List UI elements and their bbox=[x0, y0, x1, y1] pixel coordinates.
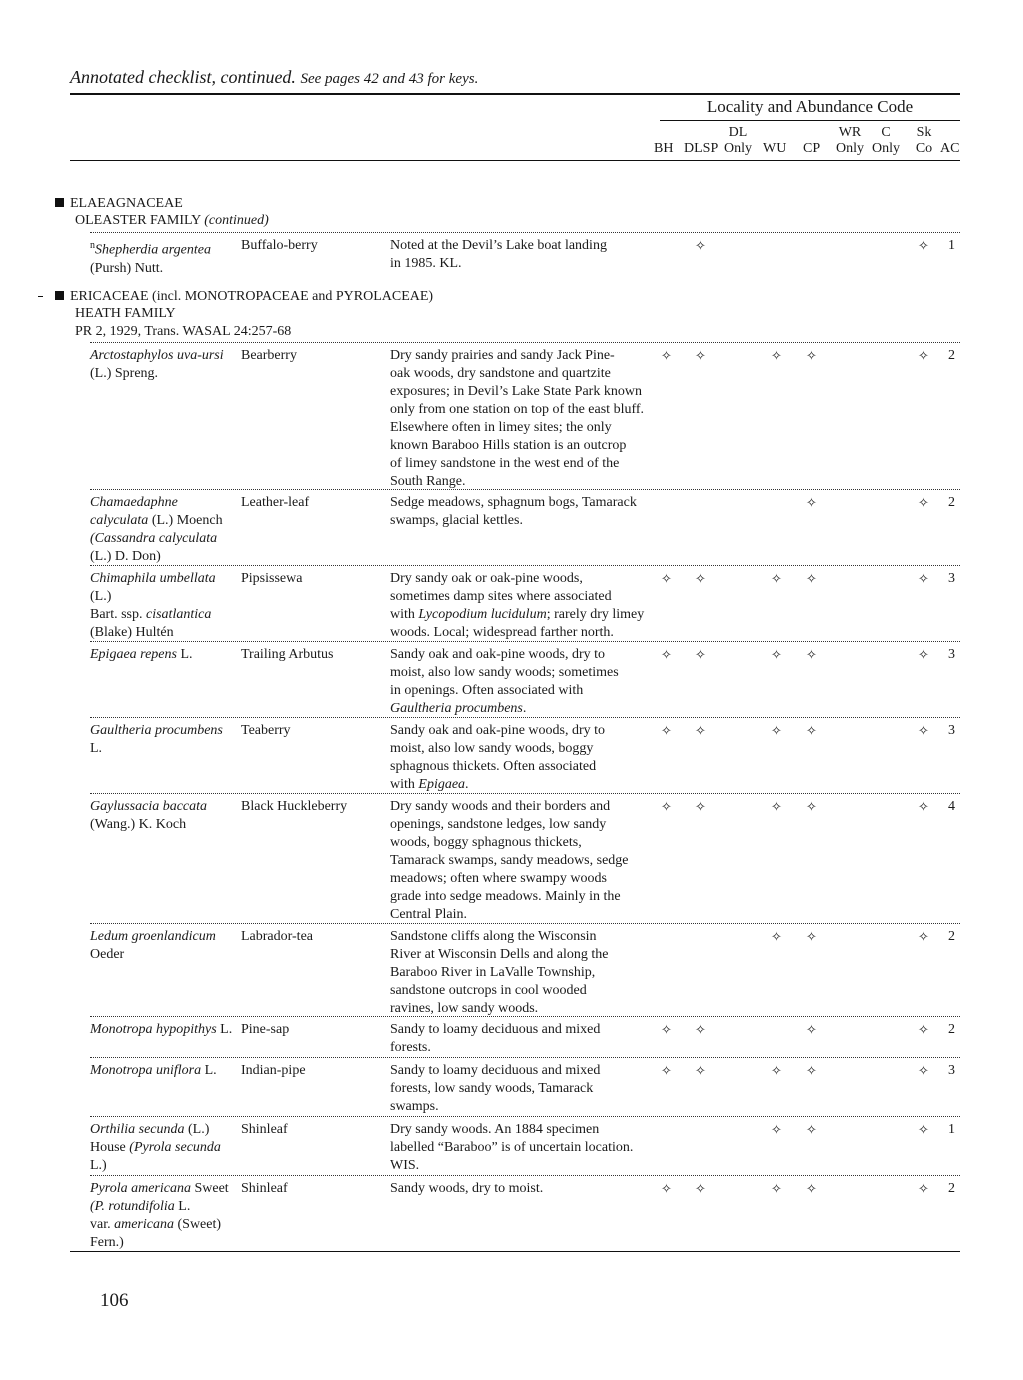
abundance-code: 4 bbox=[948, 799, 955, 814]
habitat-line: woods, boggy sphagnous thickets, bbox=[390, 835, 582, 850]
abundance-code: 1 bbox=[948, 238, 955, 253]
bottom-rule bbox=[70, 1251, 960, 1252]
habitat-line: forests. bbox=[390, 1040, 431, 1055]
locality-marker-bh: ✧ bbox=[661, 571, 672, 586]
col-wr-top: WR bbox=[838, 125, 862, 140]
sci-text: (Blake) Hultén bbox=[90, 625, 174, 640]
locality-marker-dlsp: ✧ bbox=[695, 571, 706, 586]
habitat-line: with Epigaea. bbox=[390, 777, 469, 792]
common-name: Indian-pipe bbox=[241, 1063, 306, 1078]
abundance-code: 3 bbox=[948, 571, 955, 586]
dotted-separator bbox=[90, 717, 960, 718]
common-name: Shinleaf bbox=[241, 1122, 288, 1137]
dotted-separator bbox=[90, 489, 960, 490]
sci-text: Shepherdia argentea bbox=[95, 242, 211, 258]
sci-text: Gaultheria procumbens bbox=[90, 723, 223, 738]
sci-line bbox=[90, 798, 238, 816]
taxon-name: Epigaea bbox=[418, 777, 466, 792]
common-name: Leather-leaf bbox=[241, 495, 310, 510]
dotted-separator bbox=[90, 565, 960, 566]
habitat-text bbox=[390, 570, 648, 642]
header-rule bbox=[70, 160, 960, 161]
habitat-line: only from one station on top of the east bluff. bbox=[390, 402, 645, 417]
col-c bbox=[870, 125, 902, 157]
habitat-line: Sandy woods, dry to moist. bbox=[390, 1181, 544, 1196]
locality-marker-cp: ✧ bbox=[806, 723, 817, 738]
locality-marker-dlsp: ✧ bbox=[695, 723, 706, 738]
sci-line bbox=[90, 570, 238, 606]
habitat-line: in openings. Often associated with bbox=[390, 683, 584, 698]
taxon-name: Lycopodium lucidulum bbox=[418, 607, 547, 622]
dotted-separator bbox=[90, 232, 960, 233]
sci-line bbox=[90, 548, 238, 566]
habitat-line: sandstone outcrops in cool wooded bbox=[390, 983, 587, 998]
habitat-line: Tamarack swamps, sandy meadows, sedge bbox=[390, 853, 629, 868]
sci-line bbox=[90, 237, 238, 260]
habitat-line: Noted at the Devil’s Lake boat landing bbox=[390, 238, 607, 253]
habitat-line: Dry sandy oak or oak-pine woods, bbox=[390, 571, 583, 586]
col-dl bbox=[722, 125, 754, 157]
sci-authority: L. bbox=[201, 1063, 217, 1078]
common-name: Buffalo-berry bbox=[241, 238, 318, 253]
sci-text: Epigaea repens bbox=[90, 647, 177, 662]
sci-line bbox=[90, 722, 238, 758]
title-text: Annotated checklist, continued. bbox=[70, 67, 296, 87]
locality-marker-wu: ✧ bbox=[771, 348, 782, 363]
family-name: ELAEAGNACEAE bbox=[70, 196, 183, 211]
habitat-line: Sandstone cliffs along the Wisconsin bbox=[390, 929, 597, 944]
sci-text: Monotropa hypopithys bbox=[90, 1022, 217, 1037]
habitat-line: meadows; often where swampy woods bbox=[390, 871, 607, 886]
family-heading bbox=[55, 288, 433, 340]
scientific-name bbox=[90, 928, 238, 964]
locality-marker-bh: ✧ bbox=[661, 1022, 672, 1037]
sci-italic: americana bbox=[110, 1217, 174, 1232]
habitat-line: grade into sedge meadows. Mainly in the bbox=[390, 889, 621, 904]
sci-line bbox=[90, 347, 238, 365]
sci-line bbox=[90, 530, 238, 548]
col-sk-top: Sk bbox=[916, 125, 932, 140]
sci-authority: (L.) bbox=[90, 589, 112, 604]
dotted-separator bbox=[90, 923, 960, 924]
habitat-line: sometimes damp sites where associated bbox=[390, 589, 612, 604]
common-name: Pipsissewa bbox=[241, 571, 303, 586]
sci-text: (L.) D. Don) bbox=[90, 549, 161, 564]
habitat-line: Baraboo River in LaValle Township, bbox=[390, 965, 596, 980]
family-bullet-icon bbox=[55, 291, 64, 300]
locality-marker-wu: ✧ bbox=[771, 1063, 782, 1078]
margin-tick bbox=[38, 296, 43, 297]
habitat-line: River at Wisconsin Dells and along the bbox=[390, 947, 609, 962]
habitat-text bbox=[390, 1121, 648, 1175]
locality-marker-sk: ✧ bbox=[918, 799, 929, 814]
locality-marker-dlsp: ✧ bbox=[695, 647, 706, 662]
family-name: ERICACEAE (incl. MONOTROPACEAE and PYROLACEAE) bbox=[70, 289, 434, 304]
habitat-line: South Range. bbox=[390, 474, 466, 489]
locality-marker-cp: ✧ bbox=[806, 1181, 817, 1196]
habitat-line: with Lycopodium lucidulum; rarely dry limey bbox=[390, 607, 645, 622]
sci-line bbox=[90, 816, 238, 834]
family-common-name: HEATH FAMILY bbox=[75, 306, 176, 321]
habitat-line: Sandy to loamy deciduous and mixed bbox=[390, 1063, 601, 1078]
sci-italic: cisatlantica bbox=[142, 607, 212, 622]
sci-line bbox=[90, 1198, 238, 1216]
sci-text: House bbox=[90, 1140, 126, 1155]
sci-line bbox=[90, 1021, 238, 1039]
sci-text: Bart. ssp. bbox=[90, 607, 143, 622]
sci-authority: L. bbox=[176, 647, 193, 662]
sci-text: L.) bbox=[90, 1158, 107, 1173]
habitat-text bbox=[390, 494, 648, 530]
scientific-name bbox=[90, 237, 238, 278]
locality-marker-sk: ✧ bbox=[918, 1181, 929, 1196]
sci-text: (Cassandra calyculata bbox=[90, 531, 218, 546]
col-ac: AC bbox=[940, 141, 960, 156]
abundance-code: 3 bbox=[948, 723, 955, 738]
sci-text: Pyrola americana bbox=[90, 1181, 191, 1196]
habitat-line: woods. Local; widespread farther north. bbox=[390, 625, 614, 640]
sci-text: Gaylussacia baccata bbox=[90, 799, 208, 814]
habitat-line: sphagnous thickets. Often associated bbox=[390, 759, 597, 774]
scientific-name bbox=[90, 570, 238, 642]
common-name: Teaberry bbox=[241, 723, 291, 738]
abundance-code: 2 bbox=[948, 348, 955, 363]
locality-marker-dlsp: ✧ bbox=[695, 238, 706, 253]
locality-marker-cp: ✧ bbox=[806, 495, 817, 510]
sci-line bbox=[90, 494, 238, 512]
family-bullet-icon bbox=[55, 198, 64, 207]
habitat-line: moist, also low sandy woods; sometimes bbox=[390, 665, 619, 680]
scientific-name bbox=[90, 1180, 238, 1252]
abundance-code: 3 bbox=[948, 1063, 955, 1078]
family-reference: PR 2, 1929, Trans. WASAL 24:257-68 bbox=[75, 324, 292, 339]
habitat-line: swamps. bbox=[390, 1099, 439, 1114]
locality-marker-wu: ✧ bbox=[771, 1122, 782, 1137]
habitat-text bbox=[390, 237, 648, 273]
locality-marker-wu: ✧ bbox=[771, 799, 782, 814]
habitat-line: Elsewhere often in limey sites; the only bbox=[390, 420, 612, 435]
sci-line bbox=[90, 260, 238, 278]
subtitle-text: See pages 42 and 43 for keys. bbox=[300, 71, 479, 87]
locality-heading: Locality and Abundance Code bbox=[706, 97, 914, 116]
sci-line bbox=[90, 1121, 238, 1139]
habitat-text bbox=[390, 1062, 648, 1116]
locality-marker-wu: ✧ bbox=[771, 571, 782, 586]
sci-line bbox=[90, 1157, 238, 1175]
sci-text: Chamaedaphne bbox=[90, 495, 178, 510]
col-sk-bottom: Co bbox=[915, 141, 933, 156]
scientific-name bbox=[90, 1021, 238, 1039]
common-name: Pine-sap bbox=[241, 1022, 290, 1037]
sci-line bbox=[90, 624, 238, 642]
habitat-line: known Baraboo Hills station is an outcrop bbox=[390, 438, 627, 453]
sci-text: Oeder bbox=[90, 947, 125, 962]
scientific-name bbox=[90, 798, 238, 834]
abundance-code: 2 bbox=[948, 495, 955, 510]
locality-marker-cp: ✧ bbox=[806, 1022, 817, 1037]
common-name: Bearberry bbox=[241, 348, 297, 363]
locality-marker-dlsp: ✧ bbox=[695, 799, 706, 814]
sci-text: (L.) Spreng. bbox=[90, 366, 159, 381]
sci-text: Fern.) bbox=[90, 1235, 124, 1250]
abundance-code: 1 bbox=[948, 1122, 955, 1137]
habitat-line: Dry sandy woods. An 1884 specimen bbox=[390, 1122, 600, 1137]
habitat-line: Sedge meadows, sphagnum bogs, Tamarack bbox=[390, 495, 637, 510]
sci-text: Arctostaphylos uva-ursi bbox=[90, 348, 224, 363]
locality-marker-wu: ✧ bbox=[771, 929, 782, 944]
col-cp: CP bbox=[803, 141, 821, 156]
locality-marker-bh: ✧ bbox=[661, 647, 672, 662]
sci-text: Monotropa uniflora bbox=[90, 1063, 202, 1078]
locality-marker-sk: ✧ bbox=[918, 929, 929, 944]
habitat-text bbox=[390, 1021, 648, 1057]
habitat-text bbox=[390, 646, 648, 718]
locality-marker-sk: ✧ bbox=[918, 647, 929, 662]
habitat-text bbox=[390, 1180, 648, 1198]
habitat-text bbox=[390, 347, 648, 491]
col-c-top: C bbox=[881, 125, 891, 140]
sci-authority: (Sweet) bbox=[174, 1217, 222, 1232]
abundance-code: 3 bbox=[948, 647, 955, 662]
page-number: 106 bbox=[100, 1290, 129, 1311]
sci-text: calyculata bbox=[90, 513, 149, 528]
dotted-separator bbox=[90, 1175, 960, 1176]
col-wr bbox=[834, 125, 866, 157]
habitat-line: openings, sandstone ledges, low sandy bbox=[390, 817, 607, 832]
locality-marker-sk: ✧ bbox=[918, 348, 929, 363]
locality-marker-cp: ✧ bbox=[806, 348, 817, 363]
scientific-name bbox=[90, 494, 238, 566]
habitat-text bbox=[390, 928, 648, 1018]
family-heading bbox=[55, 195, 269, 229]
native-prefix: n bbox=[90, 240, 95, 251]
locality-marker-dlsp: ✧ bbox=[695, 1022, 706, 1037]
habitat-line: Central Plain. bbox=[390, 907, 467, 922]
habitat-line: moist, also low sandy woods, boggy bbox=[390, 741, 594, 756]
sci-line bbox=[90, 928, 238, 946]
abundance-code: 2 bbox=[948, 1022, 955, 1037]
scientific-name bbox=[90, 1121, 238, 1175]
habitat-line: in 1985. KL. bbox=[390, 256, 462, 271]
locality-marker-sk: ✧ bbox=[918, 571, 929, 586]
sci-text: var. bbox=[90, 1217, 111, 1232]
sci-line bbox=[90, 365, 238, 383]
dotted-separator bbox=[90, 641, 960, 642]
habitat-line: WIS. bbox=[390, 1158, 420, 1173]
abundance-code: 2 bbox=[948, 929, 955, 944]
col-c-bottom: Only bbox=[872, 141, 900, 156]
sci-line bbox=[90, 646, 238, 664]
col-dl-bottom: Only bbox=[724, 141, 752, 156]
dotted-separator bbox=[90, 1057, 960, 1058]
scientific-name bbox=[90, 646, 238, 664]
sci-authority: L. bbox=[90, 741, 103, 756]
locality-marker-sk: ✧ bbox=[918, 495, 929, 510]
common-name: Labrador-tea bbox=[241, 929, 314, 944]
sci-authority: L. bbox=[216, 1022, 233, 1037]
habitat-line: Dry sandy prairies and sandy Jack Pine- bbox=[390, 348, 615, 363]
sci-text: Ledum groenlandicum bbox=[90, 929, 216, 944]
locality-marker-cp: ✧ bbox=[806, 1063, 817, 1078]
locality-marker-bh: ✧ bbox=[661, 1063, 672, 1078]
habitat-line: Dry sandy woods and their borders and bbox=[390, 799, 611, 814]
col-sk bbox=[913, 125, 935, 157]
sci-line bbox=[90, 946, 238, 964]
habitat-text bbox=[390, 798, 648, 924]
locality-marker-bh: ✧ bbox=[661, 799, 672, 814]
locality-marker-bh: ✧ bbox=[661, 723, 672, 738]
sci-authority: Sweet bbox=[190, 1181, 229, 1196]
locality-marker-sk: ✧ bbox=[918, 1022, 929, 1037]
top-rule bbox=[70, 93, 960, 95]
dotted-separator bbox=[90, 1016, 960, 1017]
locality-marker-dlsp: ✧ bbox=[695, 1063, 706, 1078]
locality-marker-wu: ✧ bbox=[771, 723, 782, 738]
locality-marker-bh: ✧ bbox=[661, 348, 672, 363]
sci-italic: (Pyrola secunda bbox=[125, 1140, 221, 1155]
col-dl-top: DL bbox=[728, 125, 748, 140]
sci-line bbox=[90, 1062, 238, 1080]
sci-line bbox=[90, 1216, 238, 1234]
locality-marker-dlsp: ✧ bbox=[695, 1181, 706, 1196]
dotted-separator bbox=[90, 342, 960, 343]
habitat-line: oak woods, dry sandstone and quartzite bbox=[390, 366, 611, 381]
common-name: Trailing Arbutus bbox=[241, 647, 334, 662]
locality-marker-bh: ✧ bbox=[661, 1181, 672, 1196]
sci-line bbox=[90, 1234, 238, 1252]
locality-marker-sk: ✧ bbox=[918, 238, 929, 253]
family-common-name: OLEASTER FAMILY bbox=[75, 213, 201, 228]
sci-text: (Pursh) Nutt. bbox=[90, 260, 164, 276]
locality-marker-wu: ✧ bbox=[771, 647, 782, 662]
common-name: Black Huckleberry bbox=[241, 799, 348, 814]
locality-marker-dlsp: ✧ bbox=[695, 348, 706, 363]
habitat-line: Gaultheria procumbens. bbox=[390, 701, 527, 716]
common-name: Shinleaf bbox=[241, 1181, 288, 1196]
sci-authority: (L.) Moench bbox=[148, 513, 223, 528]
habitat-line: labelled “Baraboo” is of uncertain location. bbox=[390, 1140, 634, 1155]
col-dlsp: DLSP bbox=[684, 141, 719, 156]
locality-marker-sk: ✧ bbox=[918, 723, 929, 738]
habitat-line: forests, low sandy woods, Tamarack bbox=[390, 1081, 594, 1096]
col-wr-bottom: Only bbox=[836, 141, 864, 156]
sci-text: Orthilia secunda bbox=[90, 1122, 185, 1137]
habitat-text bbox=[390, 722, 648, 794]
habitat-line: swamps, glacial kettles. bbox=[390, 513, 523, 528]
sci-authority: L. bbox=[174, 1199, 191, 1214]
locality-marker-sk: ✧ bbox=[918, 1122, 929, 1137]
sci-text: (P. rotundifolia bbox=[90, 1199, 175, 1214]
col-wu: WU bbox=[763, 141, 787, 156]
locality-rule bbox=[660, 120, 960, 121]
habitat-line: exposures; in Devil’s Lake State Park known bbox=[390, 384, 642, 399]
habitat-line: ravines, low sandy woods. bbox=[390, 1001, 539, 1016]
col-bh: BH bbox=[654, 141, 674, 156]
habitat-line: Sandy oak and oak-pine woods, dry to bbox=[390, 647, 606, 662]
sci-text: Chimaphila umbellata bbox=[90, 571, 216, 586]
habitat-line: Sandy to loamy deciduous and mixed bbox=[390, 1022, 601, 1037]
page-title bbox=[70, 67, 478, 88]
locality-marker-cp: ✧ bbox=[806, 929, 817, 944]
sci-line bbox=[90, 606, 238, 624]
sci-authority: (L.) bbox=[184, 1122, 210, 1137]
sci-line bbox=[90, 512, 238, 530]
taxon-name: Gaultheria procumbens bbox=[390, 701, 523, 716]
abundance-code: 2 bbox=[948, 1181, 955, 1196]
habitat-line: Sandy oak and oak-pine woods, dry to bbox=[390, 723, 606, 738]
sci-line bbox=[90, 1139, 238, 1157]
dotted-separator bbox=[90, 793, 960, 794]
locality-marker-wu: ✧ bbox=[771, 1181, 782, 1196]
sci-text: (Wang.) K. Koch bbox=[90, 817, 187, 832]
locality-marker-cp: ✧ bbox=[806, 1122, 817, 1137]
scientific-name bbox=[90, 722, 238, 758]
family-common-note: (continued) bbox=[204, 213, 269, 228]
locality-marker-cp: ✧ bbox=[806, 647, 817, 662]
scientific-name bbox=[90, 347, 238, 383]
scientific-name bbox=[90, 1062, 238, 1080]
locality-marker-cp: ✧ bbox=[806, 799, 817, 814]
dotted-separator bbox=[90, 1116, 960, 1117]
locality-marker-cp: ✧ bbox=[806, 571, 817, 586]
sci-line bbox=[90, 1180, 238, 1198]
habitat-line: of limey sandstone in the west end of the bbox=[390, 456, 620, 471]
locality-marker-sk: ✧ bbox=[918, 1063, 929, 1078]
